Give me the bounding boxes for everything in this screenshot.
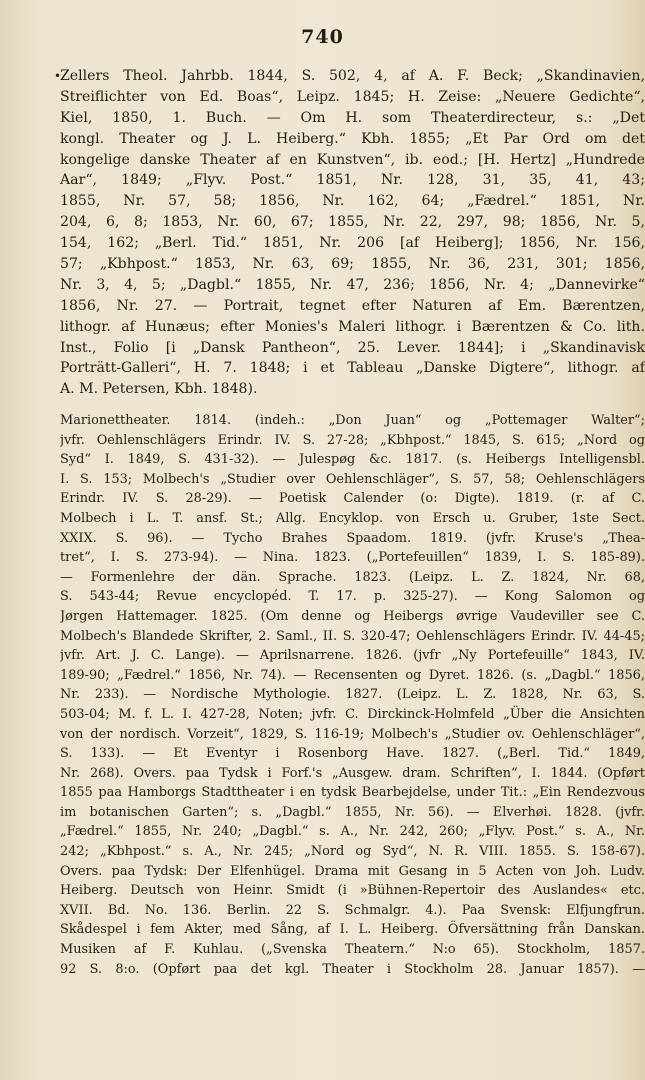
text-line: jvfr. Oehlenschlägers Erindr. IV. S. 27-28; „Kbhpost.“ 1845, S. 615; „Nord og <box>60 432 645 448</box>
text-line: kongelige danske Theater af en Kunstven“, ib. eod.; [H. Hertz] „Hundrede <box>60 151 645 168</box>
text-line: 57; „Kbhpost.“ 1853, Nr. 63, 69; 1855, Nr. 36, 231, 301; 1856, <box>60 256 645 273</box>
text-line: lithogr. af Hunæus; efter Monies's Maleri lithogr. i Bærentzen & Co. lith. <box>60 318 645 335</box>
text-line: Syd“ I. 1849, S. 431-32). — Julespøg &c. 1817. (s. Heibergs Intelligensbl. <box>60 452 645 468</box>
text-line: 1855, Nr. 57, 58; 1856, Nr. 162, 64; „Fædrel.“ 1851, Nr. <box>60 193 645 210</box>
bibliography-continuation <box>54 66 645 400</box>
page-number: 740 <box>301 26 344 48</box>
text-line: Molbech i L. T. ansf. St.; Allg. Encyklop. von Ersch u. Gruber, 1ste Sect. <box>60 510 645 526</box>
text-line: Inst., Folio [i „Dansk Pantheon“, 25. Lever. 1844]; i „Skandinavisk <box>60 339 645 356</box>
text-line: 154, 162; „Berl. Tid.“ 1851, Nr. 206 [af Heiberg]; 1856, Nr. 156, <box>60 235 645 252</box>
text-line: 1855 paa Hamborgs Stadttheater i en tydsk Bearbejdelse, under Tit.: „Ein Rendezvous <box>60 785 645 801</box>
text-line: „Fædrel.“ 1855, Nr. 240; „Dagbl.“ s. A., Nr. 242, 260; „Flyv. Post.“ s. A., Nr. <box>60 824 645 840</box>
text-line: I. S. 153; Molbech's „Studier over Oehlenschläger“, S. 57, 58; Oehlenschlägers <box>60 471 645 487</box>
text-line: Streiflichter von Ed. Boas“, Leipz. 1845; H. Zeise: „Neuere Gedichte“, <box>60 88 645 105</box>
text-line: tret“, I. S. 273-94). — Nina. 1823. („Portefeuillen“ 1839, I. S. 185-89). <box>60 550 645 566</box>
text-line: 204, 6, 8; 1853, Nr. 60, 67; 1855, Nr. 22, 297, 98; 1856, Nr. 5, <box>60 214 645 231</box>
text-line: im botanischen Garten“; s. „Dagbl.“ 1855, Nr. 56). — Elverhøi. 1828. (jvfr. <box>60 804 645 820</box>
text-line: Musiken af F. Kuhlau. („Svenska Theatern.“ N:o 65). Stockholm, 1857. <box>60 942 645 958</box>
text-line: Molbech's Blandede Skrifter, 2. Saml., II. S. 320-47; Oehlenschlägers Erindr. IV. 44-45; <box>60 628 645 644</box>
text-line: S. 543-44; Revue encyclopéd. T. 17. p. 325-27). — Kong Salomon og <box>60 589 645 605</box>
text-line: 189-90; „Fædrel.“ 1856, Nr. 74). — Recensenten og Dyret. 1826. (s. „Dagbl.“ 1856, <box>60 667 645 683</box>
text-line: XVII. Bd. No. 136. Berlin. 22 S. Schmalgr. 4.). Paa Svensk: Elfjungfrun. <box>60 902 645 918</box>
text-line: S. 133). — Et Eventyr i Rosenborg Have. 1827. („Berl. Tid.“ 1849, <box>60 746 645 762</box>
text-line: Zellers Theol. Jahrbb. 1844, S. 502, 4, af A. F. Beck; „Skandinavien, <box>60 68 645 84</box>
text-line: jvfr. Art. J. C. Lange). — Aprilsnarrene. 1826. (jvfr „Ny Portefeuille“ 1843, IV. <box>60 648 645 664</box>
text-line: Skådespel i fem Akter, med Sång, af I. L. Heiberg. Öfversättning från Danskan. <box>60 922 645 938</box>
text-line: Nr. 3, 4, 5; „Dagbl.“ 1855, Nr. 47, 236; 1856, Nr. 4; „Dannevirke“ <box>60 276 645 293</box>
text-line: XXIX. S. 96). — Tycho Brahes Spaadom. 1819. (jvfr. Kruse's „Thea- <box>60 530 645 546</box>
text-line: 92 S. 8:o. (Opført paa det kgl. Theater i Stockholm 28. Januar 1857). — <box>60 961 645 977</box>
text-line: Nr. 268). Overs. paa Tydsk i Forf.'s „Ausgew. dram. Schriften“, I. 1844. (Opført <box>60 765 645 781</box>
text-line: Kiel, 1850, 1. Buch. — Om H. som Theaterdirecteur, s.: „Det <box>60 109 645 126</box>
text-line: 503-04; M. f. L. I. 427-28, Noten; jvfr. C. Dirckinck-Holmfeld „Über die Ansichten <box>60 706 645 722</box>
text-line: Porträtt-Galleri“, H. 7. 1848; i et Tableau „Danske Digtere“, lithogr. af <box>60 360 645 377</box>
text-line: Heiberg. Deutsch von Heinr. Smidt (i »Bühnen-Repertoir des Auslandes« etc. <box>60 883 645 899</box>
text-line: kongl. Theater og J. L. Heiberg.“ Kbh. 1855; „Et Par Ord om det <box>60 130 645 147</box>
text-line: Jørgen Hattemager. 1825. (Om denne og Heibergs øvrige Vaudeviller see C. <box>60 608 645 624</box>
margin-mark: • <box>54 69 62 83</box>
text-line: Marionettheater. 1814. (indeh.: „Don Juan“ og „Pottemager Walter“; <box>60 413 645 428</box>
text-line: 242; „Kbhpost.“ s. A., Nr. 245; „Nord og Syd“, N. R. VIII. 1855. S. 158-67). <box>60 844 645 860</box>
text-line: Overs. paa Tydsk: Der Elfenhügel. Drama mit Gesang in 5 Acten von Joh. Ludv. <box>60 863 645 879</box>
text-line: von der nordisch. Vorzeit“, 1829, S. 116-19; Molbech's „Studier ov. Oehlenschläger“, <box>60 726 645 742</box>
text-line: 1856, Nr. 27. — Portrait, tegnet efter Naturen af Em. Bærentzen, <box>60 297 645 314</box>
works-list <box>60 411 645 979</box>
text-line: Aar“, 1849; „Flyv. Post.“ 1851, Nr. 128, 31, 35, 41, 43; <box>60 172 645 189</box>
text-line: — Formenlehre der dän. Sprache. 1823. (Leipz. L. Z. 1824, Nr. 68, <box>60 569 645 585</box>
text-line: Erindr. IV. S. 28-29). — Poetisk Calender (o: Digte). 1819. (r. af C. <box>60 491 645 507</box>
text-line: Nr. 233). — Nordische Mythologie. 1827. (Leipz. L. Z. 1828, Nr. 63, S. <box>60 687 645 703</box>
text-line: A. M. Petersen, Kbh. 1848). <box>60 381 258 398</box>
